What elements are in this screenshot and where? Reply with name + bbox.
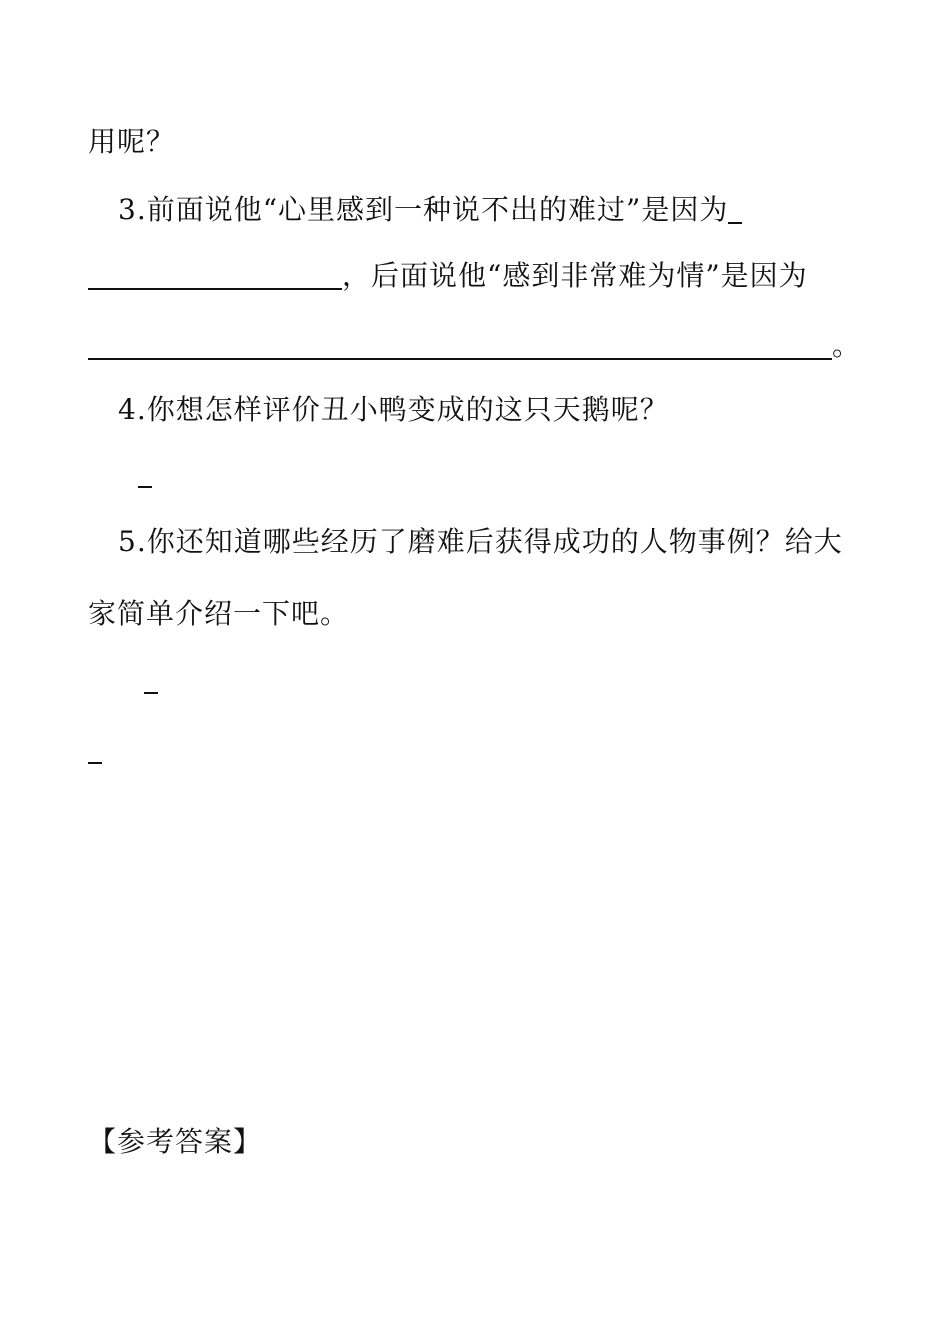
question-3-line-2 [88, 256, 808, 296]
question-5-text: 5.你还知道哪些经历了磨难后获得成功的人物事例？给大 [118, 525, 843, 558]
text-line-continuation [88, 122, 175, 162]
period-mark: 。 [832, 329, 862, 362]
answer-blank-q5-2[interactable] [88, 762, 102, 764]
question-5-line-2 [88, 594, 349, 634]
question-4-text: 4.你想怎样评价丑小鸭变成的这只天鹅呢？ [118, 393, 669, 426]
answer-blank-short[interactable] [728, 192, 742, 224]
answer-blank-q5-1[interactable] [144, 692, 158, 694]
answer-blank-2[interactable] [88, 328, 832, 360]
answer-heading [88, 1122, 262, 1162]
question-3-text-cont: ，后面说他“感到非常难为情”是因为 [342, 259, 808, 292]
continuation-text: 用呢？ [88, 125, 176, 158]
question-4-line [118, 390, 669, 430]
question-3-line-1 [118, 190, 742, 230]
answer-blank-q4[interactable] [138, 486, 152, 488]
answer-blank-1[interactable] [88, 258, 342, 290]
answer-heading-text: 【参考答案】 [88, 1125, 263, 1158]
question-3-text: 3.前面说他“心里感到一种说不出的难过”是因为 [118, 193, 729, 226]
question-5-text-cont: 家简单介绍一下吧。 [88, 597, 350, 630]
question-5-line-1 [118, 522, 843, 562]
question-3-line-3 [88, 326, 861, 366]
